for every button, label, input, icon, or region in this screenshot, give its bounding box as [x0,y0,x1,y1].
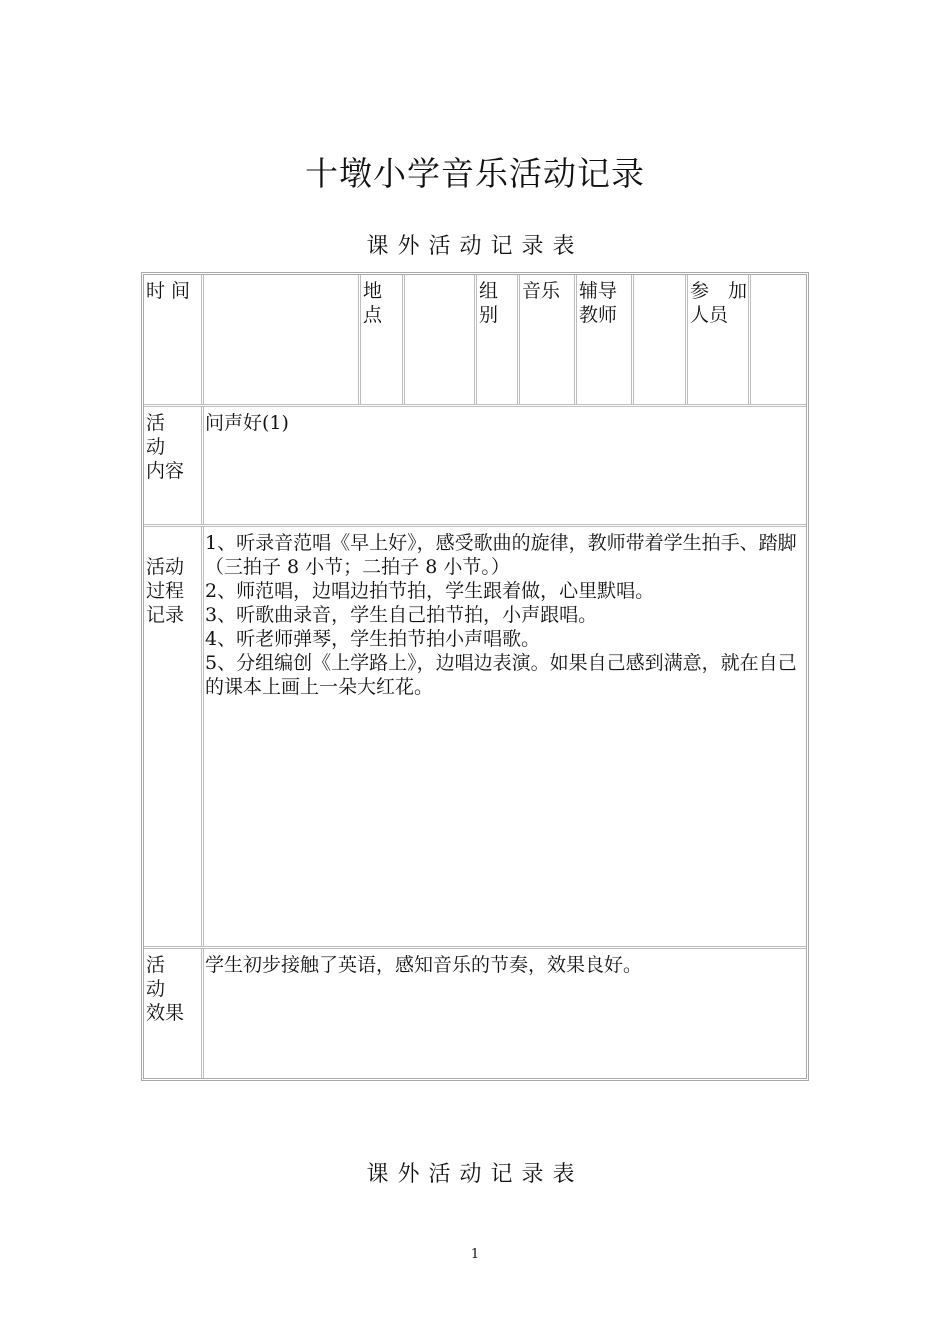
content-value: 问声好(1) [205,412,289,434]
process-step-3: 3、听歌曲录音，学生自己拍节拍，小声跟唱。 [205,604,598,626]
participants-value [751,275,806,404]
teacher-value [634,275,688,404]
content-label: 活 动 内容 [144,407,204,524]
process-step-5: 5、分组编创《上学路上》，边唱边表演。如果自己感到满意，就在自己的课本上画上一朵大红花。 [205,652,797,698]
document-title: 十墩小学音乐活动记录 [305,154,645,193]
participants-label: 参 加 人员 [688,275,751,404]
process-label: 活动 过程 记录 [144,527,204,946]
process-step-1: 1、听录音范唱《早上好》，感受歌曲的旋律，教师带着学生拍手、踏脚（三拍子 8 小节；二拍子 8 小节。） [205,532,797,578]
process-step-4: 4、听老师弹琴，学生拍节拍小声唱歌。 [205,628,541,650]
place-value [405,275,477,404]
page-number: 1 [470,1247,480,1262]
effect-row [144,949,806,1078]
place-label: 地 点 [361,275,405,404]
group-label: 组 别 [477,275,520,404]
teacher-label: 辅导 教师 [577,275,634,404]
activity-record-table [141,272,809,1081]
group-value: 音乐 [520,275,577,404]
effect-value: 学生初步接触了英语，感知音乐的节奏，效果良好。 [205,954,643,976]
form-subtitle: 课外活动记录表 [366,234,584,259]
time-label: 时 间 [144,275,204,404]
process-row [144,527,806,949]
effect-label: 活 动 效果 [144,949,204,1078]
header-row [144,275,806,407]
time-value [204,275,361,404]
process-step-2: 2、师范唱，边唱边拍节拍，学生跟着做，心里默唱。 [205,580,655,602]
next-form-subtitle: 课外活动记录表 [366,1162,584,1187]
content-row [144,407,806,527]
process-record [204,527,806,946]
